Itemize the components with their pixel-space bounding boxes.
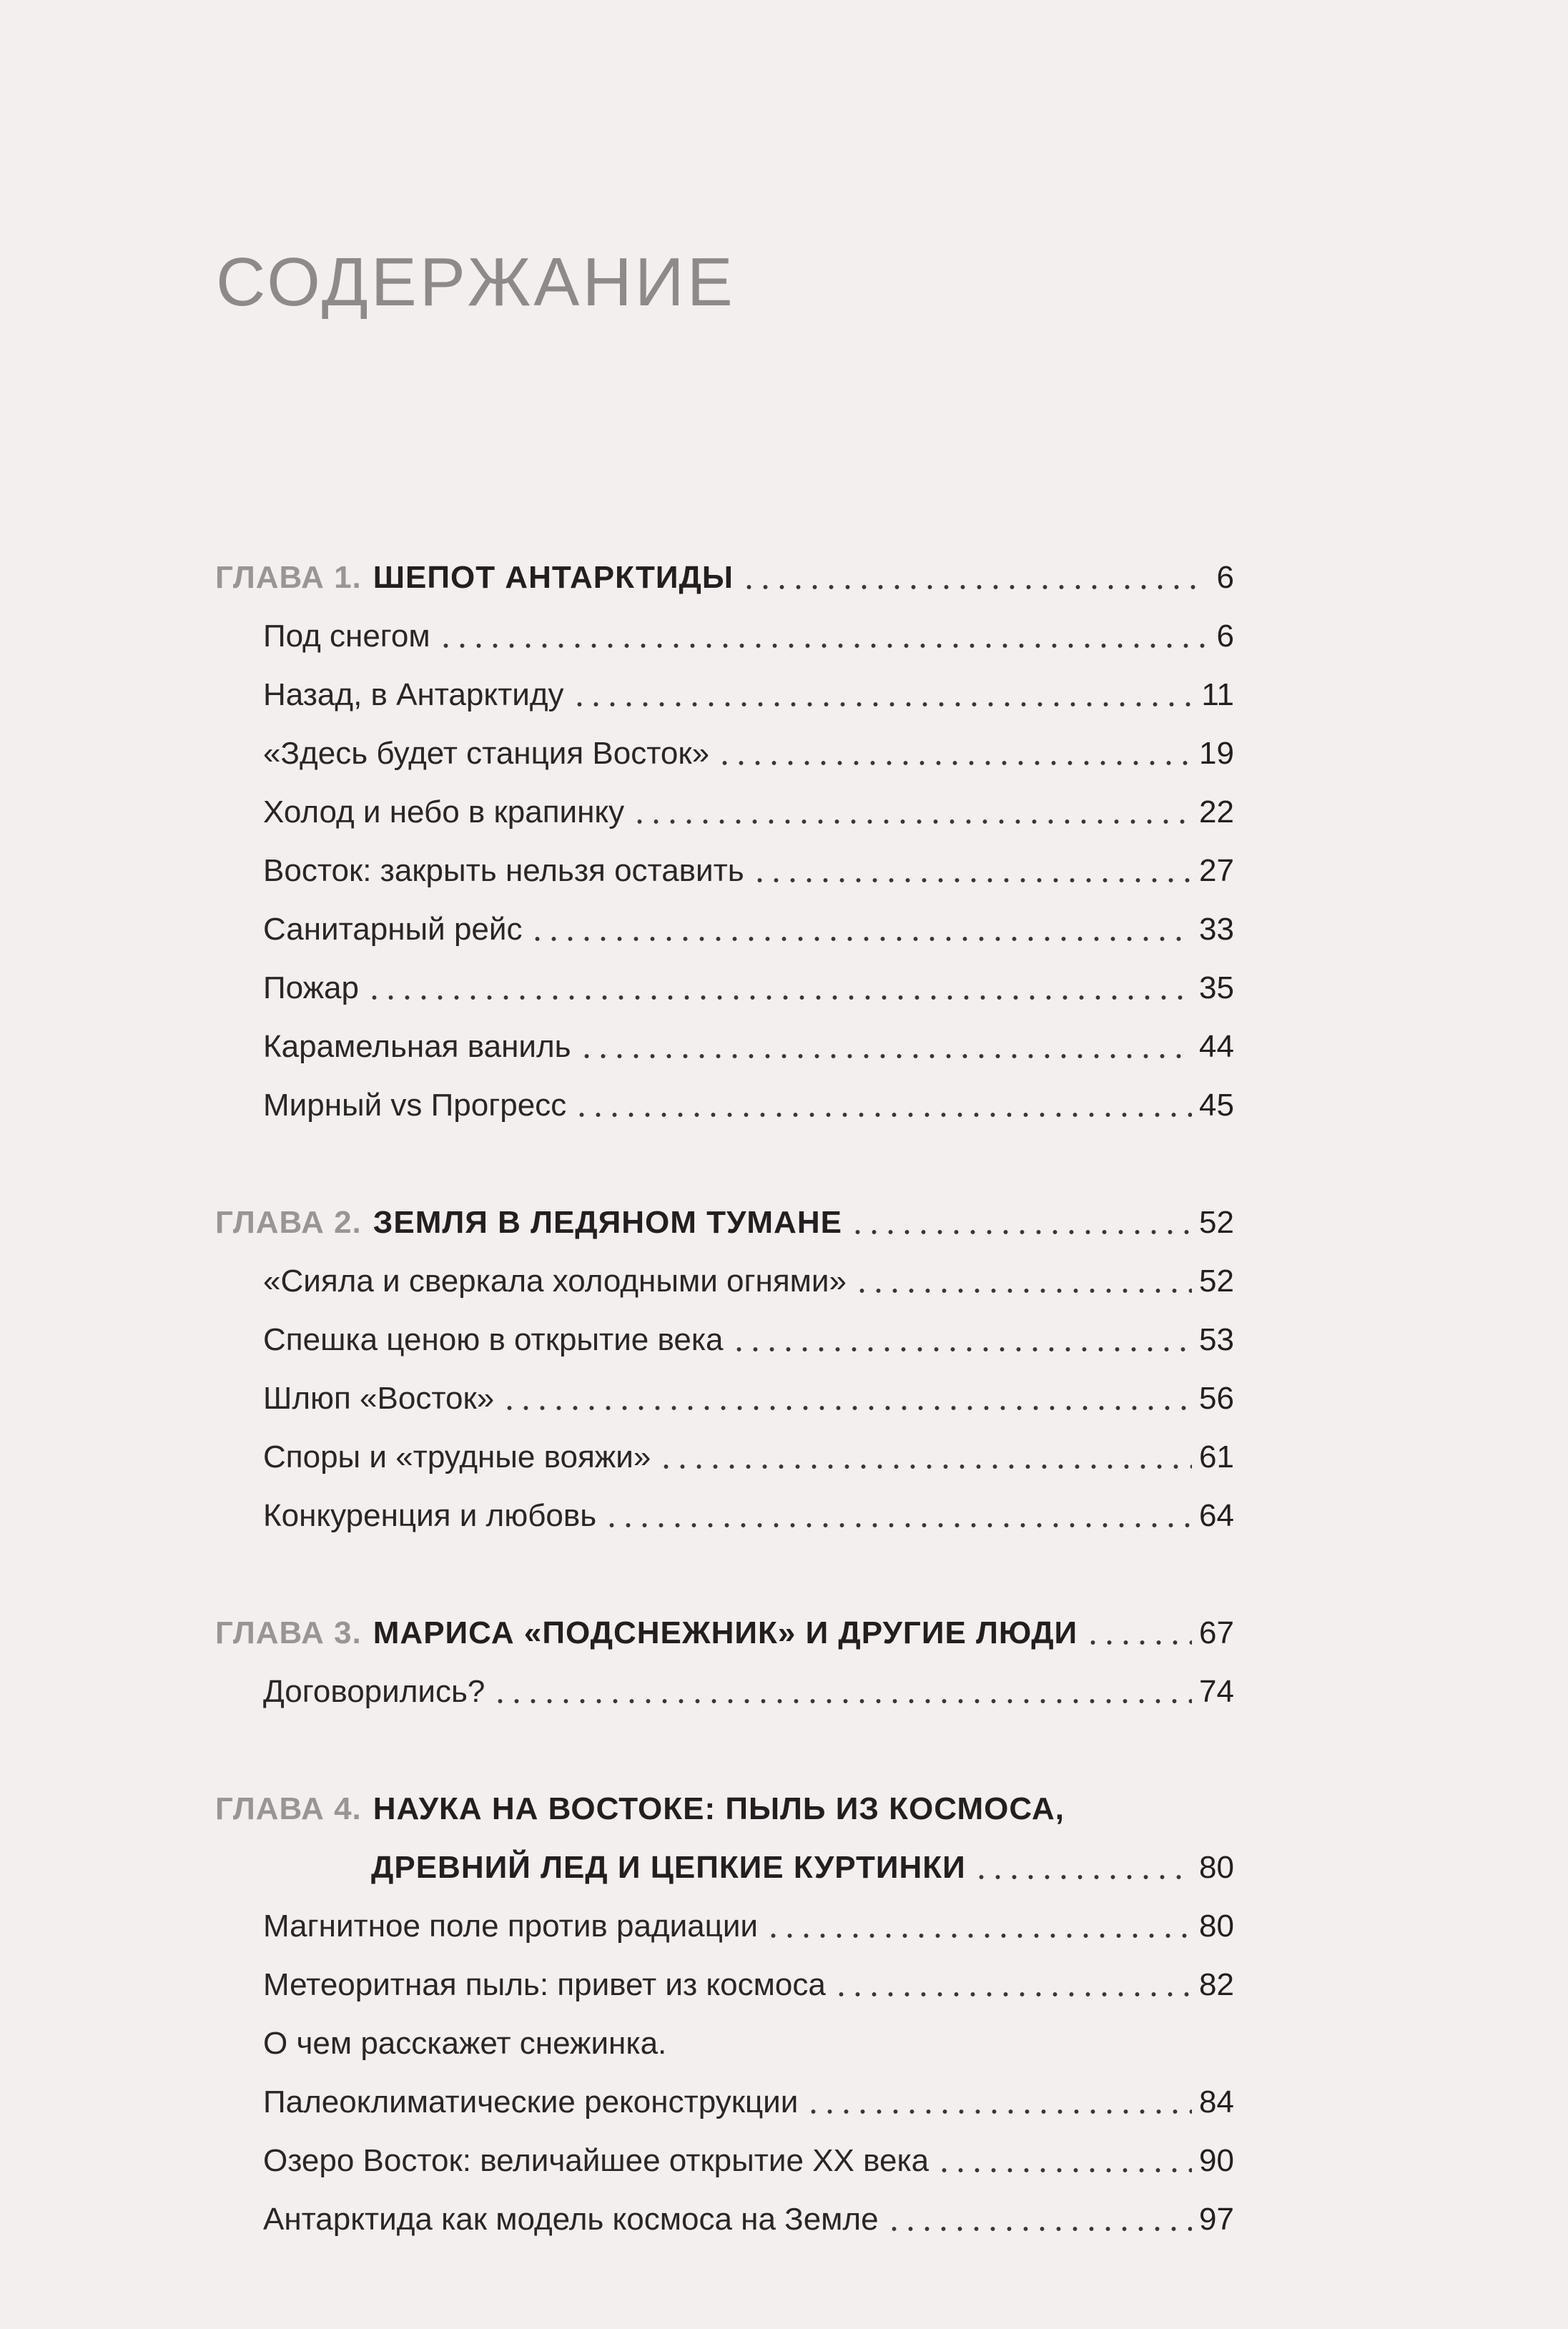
dot-leader	[741, 562, 1205, 594]
dot-leader	[936, 2145, 1192, 2177]
chapter-group	[215, 548, 1234, 1135]
toc-entry[interactable]	[215, 666, 1234, 724]
toc-entry[interactable]	[215, 2132, 1234, 2190]
toc-entry[interactable]	[215, 607, 1234, 666]
dot-leader	[492, 1676, 1192, 1708]
toc-entry[interactable]	[215, 2014, 1234, 2073]
chapter-label: ГЛАВА 2.	[215, 1205, 362, 1240]
page-number: 74	[1199, 1674, 1234, 1709]
chapter-heading[interactable]	[215, 1780, 1234, 1838]
entry-title: Под снегом	[263, 619, 430, 654]
entry-title: О чем расскажет снежинка.	[263, 2026, 667, 2061]
page-number: 97	[1199, 2202, 1234, 2237]
toc-entry[interactable]	[215, 783, 1234, 842]
toc-entry[interactable]	[215, 724, 1234, 783]
chapter-title: ЗЕМЛЯ В ЛЕДЯНОМ ТУМАНЕ	[373, 1205, 842, 1240]
toc-entry[interactable]	[215, 1369, 1234, 1428]
page-number: 61	[1199, 1439, 1234, 1474]
chapter-group	[215, 1780, 1234, 2249]
toc-entry[interactable]	[215, 842, 1234, 900]
dot-leader	[854, 1266, 1192, 1297]
entry-title: Магнитное поле против радиации	[263, 1909, 759, 1944]
toc-entry[interactable]	[215, 2073, 1234, 2132]
dot-leader	[1085, 1618, 1192, 1649]
dot-leader	[366, 973, 1192, 1004]
toc-entry[interactable]	[215, 1252, 1234, 1311]
page-number: 90	[1199, 2143, 1234, 2178]
entry-title: Карамельная ваниль	[263, 1029, 571, 1064]
page-number: 64	[1199, 1498, 1234, 1533]
table-of-contents	[215, 548, 1234, 2308]
page-number: 82	[1199, 1967, 1234, 2002]
page-number: 53	[1199, 1322, 1234, 1357]
entry-title: Назад, в Антарктиду	[263, 677, 564, 712]
entry-title: Метеоритная пыль: привет из космоса	[263, 1967, 826, 2002]
chapter-title: ДРЕВНИЙ ЛЕД И ЦЕПКИЕ КУРТИНКИ	[371, 1850, 966, 1885]
page-number: 56	[1199, 1381, 1234, 1416]
page-number: 80	[1199, 1909, 1234, 1944]
dot-leader	[833, 1969, 1192, 2001]
page-number: 35	[1199, 970, 1234, 1005]
toc-entry[interactable]	[215, 1897, 1234, 1956]
page-number: 6	[1216, 560, 1234, 595]
dot-leader	[765, 1911, 1192, 1942]
page-number: 19	[1199, 736, 1234, 771]
chapter-heading[interactable]	[215, 1193, 1234, 1252]
dot-leader	[973, 1852, 1192, 1884]
toc-entry[interactable]	[215, 1018, 1234, 1076]
chapter-label: ГЛАВА 1.	[215, 560, 362, 595]
toc-entry[interactable]	[215, 959, 1234, 1018]
dot-leader	[849, 1207, 1192, 1239]
chapter-heading-continued[interactable]	[215, 1838, 1234, 1897]
entry-title: Пожар	[263, 970, 359, 1005]
chapter-heading[interactable]	[215, 548, 1234, 607]
dot-leader	[438, 621, 1205, 652]
toc-entry[interactable]	[215, 900, 1234, 959]
page-number: 33	[1199, 912, 1234, 947]
entry-title: Антарктида как модель космоса на Земле	[263, 2202, 879, 2237]
entry-title: «Сияла и сверкала холодными огнями»	[263, 1264, 847, 1299]
toc-entry[interactable]	[215, 1956, 1234, 2014]
entry-title: Споры и «трудные вояжи»	[263, 1439, 651, 1474]
entry-title: Договорились?	[263, 1674, 485, 1709]
toc-entry[interactable]	[215, 1428, 1234, 1487]
entry-title: Холод и небо в крапинку	[263, 794, 625, 829]
toc-entry[interactable]	[215, 1076, 1234, 1135]
page-number: 80	[1199, 1850, 1234, 1885]
dot-leader	[501, 1383, 1192, 1414]
entry-title: Конкуренция и любовь	[263, 1498, 597, 1533]
page-number: 44	[1199, 1029, 1234, 1064]
dot-leader	[573, 1090, 1192, 1121]
page-number: 45	[1199, 1088, 1234, 1123]
page-number: 27	[1199, 853, 1234, 888]
page-number: 52	[1199, 1205, 1234, 1240]
chapter-title: ШЕПОТ АНТАРКТИДЫ	[373, 560, 734, 595]
dot-leader	[716, 738, 1192, 769]
page-number: 6	[1216, 619, 1234, 654]
page-number: 11	[1201, 677, 1234, 712]
toc-entry[interactable]	[215, 1663, 1234, 1721]
chapter-label: ГЛАВА 3.	[215, 1615, 362, 1650]
page-number: 84	[1199, 2084, 1234, 2119]
entry-title: «Здесь будет станция Восток»	[263, 736, 710, 771]
dot-leader	[886, 2204, 1192, 2235]
dot-leader	[571, 679, 1195, 711]
dot-leader	[631, 797, 1192, 828]
toc-entry[interactable]	[215, 1311, 1234, 1369]
toc-entry[interactable]	[215, 2190, 1234, 2249]
entry-title: Палеоклиматические реконструкции	[263, 2084, 799, 2119]
dot-leader	[805, 2087, 1192, 2118]
dot-leader	[578, 1031, 1193, 1063]
entry-title: Спешка ценою в открытие века	[263, 1322, 724, 1357]
entry-title: Восток: закрыть нельзя оставить	[263, 853, 744, 888]
chapter-heading[interactable]	[215, 1604, 1234, 1663]
page-number: 52	[1199, 1264, 1234, 1299]
dot-leader	[751, 855, 1192, 887]
entry-title: Санитарный рейс	[263, 912, 523, 947]
entry-title: Озеро Восток: величайшее открытие XX века	[263, 2143, 930, 2178]
toc-entry[interactable]	[215, 1487, 1234, 1545]
entry-title: Шлюп «Восток»	[263, 1381, 495, 1416]
dot-leader	[731, 1324, 1193, 1356]
chapter-title: МАРИСА «ПОДСНЕЖНИК» И ДРУГИЕ ЛЮДИ	[373, 1615, 1078, 1650]
chapter-group	[215, 1604, 1234, 1721]
chapter-label: ГЛАВА 4.	[215, 1791, 362, 1826]
page-title: СОДЕРЖАНИЕ	[216, 244, 736, 320]
chapter-title: НАУКА НА ВОСТОКЕ: ПЫЛЬ ИЗ КОСМОСА,	[373, 1791, 1065, 1826]
dot-leader	[603, 1500, 1192, 1532]
page-number: 67	[1199, 1615, 1234, 1650]
chapter-group	[215, 1193, 1234, 1545]
entry-title: Мирный vs Прогресс	[263, 1088, 567, 1123]
dot-leader	[529, 914, 1192, 945]
page-number: 22	[1199, 794, 1234, 829]
dot-leader	[658, 1442, 1192, 1473]
